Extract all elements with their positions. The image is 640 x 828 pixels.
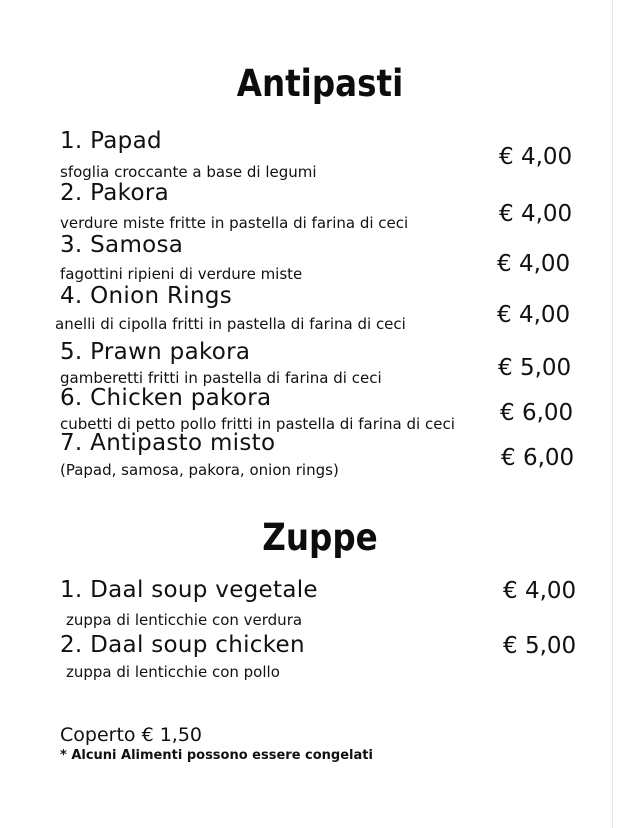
item-description: fagottini ripieni di verdure miste — [60, 265, 303, 283]
item-description: zuppa di lenticchie con verdura — [66, 611, 303, 629]
cover-charge: Coperto € 1,50 — [60, 724, 202, 746]
item-price: € 4,00 — [499, 201, 573, 227]
item-price: € 5,00 — [498, 355, 572, 381]
item-description: (Papad, samosa, pakora, onion rings) — [60, 461, 339, 479]
page-edge-line — [612, 0, 613, 828]
item-price: € 4,00 — [503, 578, 577, 604]
item-description: anelli di cipolla fritti in pastella di farina di ceci — [55, 315, 406, 333]
item-name: 5. Prawn pakora — [60, 339, 251, 365]
item-description: sfoglia croccante a base di legumi — [60, 163, 317, 181]
item-name: 1. Papad — [60, 128, 162, 154]
item-price: € 5,00 — [503, 633, 577, 659]
item-name: 7. Antipasto misto — [60, 430, 276, 456]
frozen-food-note: * Alcuni Alimenti possono essere congelati — [60, 748, 373, 763]
section-title-antipasti: Antipasti — [236, 62, 404, 105]
section-title-zuppe: Zuppe — [262, 516, 378, 559]
item-description: zuppa di lenticchie con pollo — [66, 663, 280, 681]
item-name: 2. Daal soup chicken — [60, 632, 305, 658]
item-name: 4. Onion Rings — [60, 283, 233, 309]
item-price: € 6,00 — [500, 400, 574, 426]
item-price: € 4,00 — [497, 302, 571, 328]
item-description: cubetti di petto pollo fritti in pastella di farina di ceci — [60, 415, 455, 433]
item-price: € 6,00 — [501, 445, 575, 471]
item-name: 3. Samosa — [60, 232, 184, 258]
item-name: 1. Daal soup vegetale — [60, 577, 318, 603]
item-price: € 4,00 — [497, 251, 571, 277]
item-description: gamberetti fritti in pastella di farina di ceci — [60, 369, 382, 387]
item-name: 6. Chicken pakora — [60, 385, 272, 411]
item-description: verdure miste fritte in pastella di farina di ceci — [60, 214, 409, 232]
item-name: 2. Pakora — [60, 180, 170, 206]
item-price: € 4,00 — [499, 144, 573, 170]
